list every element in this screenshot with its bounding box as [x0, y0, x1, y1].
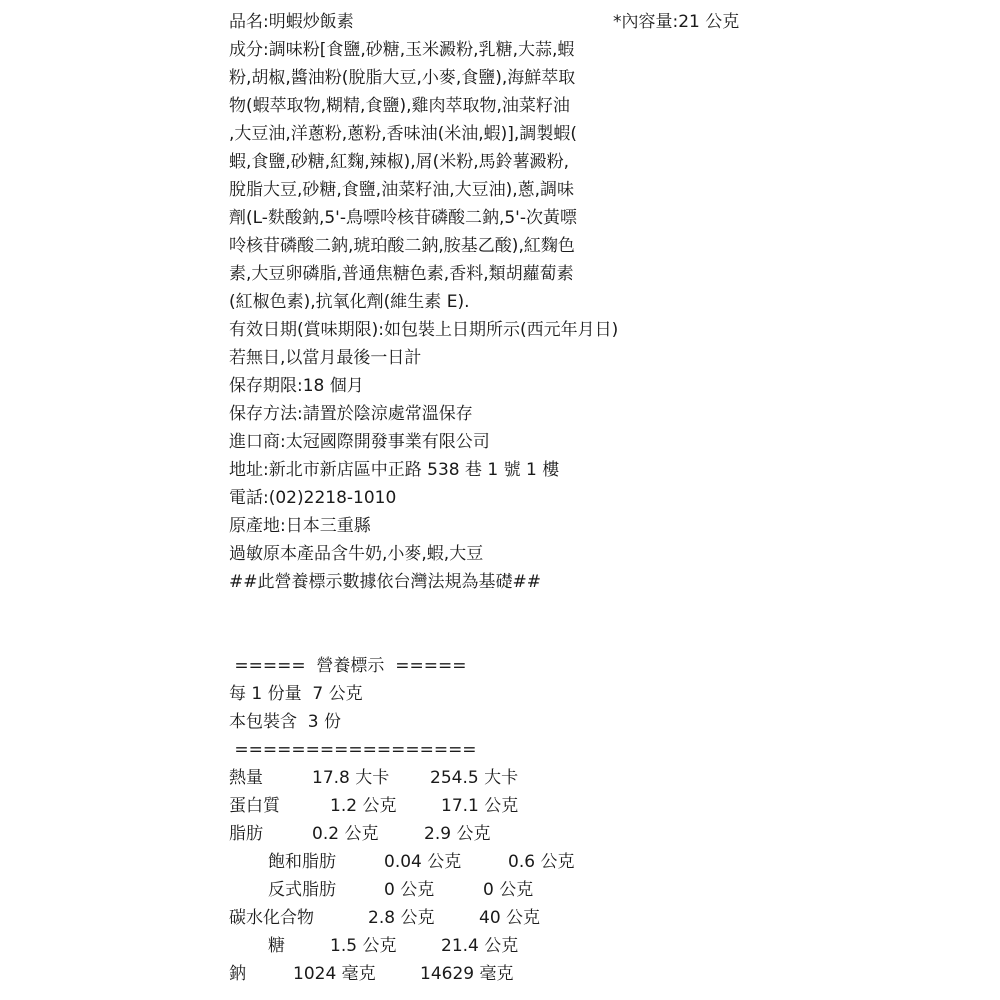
per-serving-value: 1.5 公克	[330, 936, 397, 956]
nutrition-title: ===== 營養標示 =====	[229, 656, 467, 676]
expiry-note-line: 若無日,以當月最後一日計	[229, 348, 422, 368]
net-content: *內容量:21 公克	[613, 12, 740, 32]
origin-line: 原產地:日本三重縣	[229, 516, 371, 536]
allergen-line: 過敏原本產品含牛奶,小麥,蝦,大豆	[229, 544, 484, 564]
ingredients-line: 蝦,食鹽,砂糖,紅麴,辣椒),屑(米粉,馬鈴薯澱粉,	[229, 152, 570, 172]
per-serving-value: 17.8 大卡	[312, 768, 390, 788]
per-100g-value: 14629 毫克	[420, 964, 514, 984]
per-serving-value: 1.2 公克	[330, 796, 397, 816]
ingredients-line: (紅椒色素),抗氧化劑(維生素 E).	[229, 292, 470, 312]
per-serving-value: 0.2 公克	[312, 824, 379, 844]
ingredients-line: 成分:調味粉[食鹽,砂糖,玉米澱粉,乳糖,大蒜,蝦	[229, 40, 575, 60]
ingredients-line: 劑(L-麩酸鈉,5'-鳥嘌呤核苷磷酸二鈉,5'-次黃嘌	[229, 208, 577, 228]
storage-line: 保存方法:請置於陰涼處常溫保存	[229, 404, 473, 424]
nutrient-name: 熱量	[229, 768, 263, 788]
serving-size: 每 1 份量 7 公克	[229, 684, 363, 704]
per-100g-value: 0 公克	[483, 880, 534, 900]
ingredients-line: 呤核苷磷酸二鈉,琥珀酸二鈉,胺基乙酸),紅麴色	[229, 236, 575, 256]
ingredients-line: 粉,胡椒,醬油粉(脫脂大豆,小麥,食鹽),海鮮萃取	[229, 68, 576, 88]
per-serving-value: 0.04 公克	[384, 852, 462, 872]
nutrient-name: 飽和脂肪	[268, 852, 336, 872]
ingredients-line: 脫脂大豆,砂糖,食鹽,油菜籽油,大豆油),蔥,調味	[229, 180, 575, 200]
ingredients-line: ,大豆油,洋蔥粉,蔥粉,香味油(米油,蝦)],調製蝦(	[229, 124, 577, 144]
per-serving-value: 1024 毫克	[293, 964, 376, 984]
expiry-date-line: 有效日期(賞味期限):如包裝上日期所示(西元年月日)	[229, 320, 619, 340]
nutrient-name: 鈉	[229, 964, 246, 984]
importer-line: 進口商:太冠國際開發事業有限公司	[229, 432, 490, 452]
address-line: 地址:新北市新店區中正路 538 巷 1 號 1 樓	[229, 460, 560, 480]
shelf-life-line: 保存期限:18 個月	[229, 376, 364, 396]
per-100g-value: 40 公克	[479, 908, 541, 928]
per-100g-value: 254.5 大卡	[430, 768, 519, 788]
nutrient-name: 糖	[268, 936, 285, 956]
ingredients-line: 物(蝦萃取物,糊精,食鹽),雞肉萃取物,油菜籽油	[229, 96, 570, 116]
per-100g-value: 21.4 公克	[441, 936, 519, 956]
product-name: 品名:明蝦炒飯素	[229, 12, 354, 32]
separator-line: =================	[229, 740, 477, 760]
nutrient-name: 反式脂肪	[268, 880, 336, 900]
servings-per-package: 本包裝含 3 份	[229, 712, 342, 732]
per-100g-value: 17.1 公克	[441, 796, 519, 816]
per-serving-value: 2.8 公克	[368, 908, 435, 928]
per-100g-value: 0.6 公克	[508, 852, 575, 872]
per-serving-value: 0 公克	[384, 880, 435, 900]
phone-line: 電話:(02)2218-1010	[229, 488, 397, 508]
per-100g-value: 2.9 公克	[424, 824, 491, 844]
nutrient-name: 蛋白質	[229, 796, 280, 816]
nutrient-name: 脂肪	[229, 824, 263, 844]
regulation-note-line: ##此營養標示數據依台灣法規為基礎##	[229, 572, 541, 592]
ingredients-line: 素,大豆卵磷脂,普通焦糖色素,香料,類胡蘿蔔素	[229, 264, 574, 284]
nutrient-name: 碳水化合物	[229, 908, 314, 928]
